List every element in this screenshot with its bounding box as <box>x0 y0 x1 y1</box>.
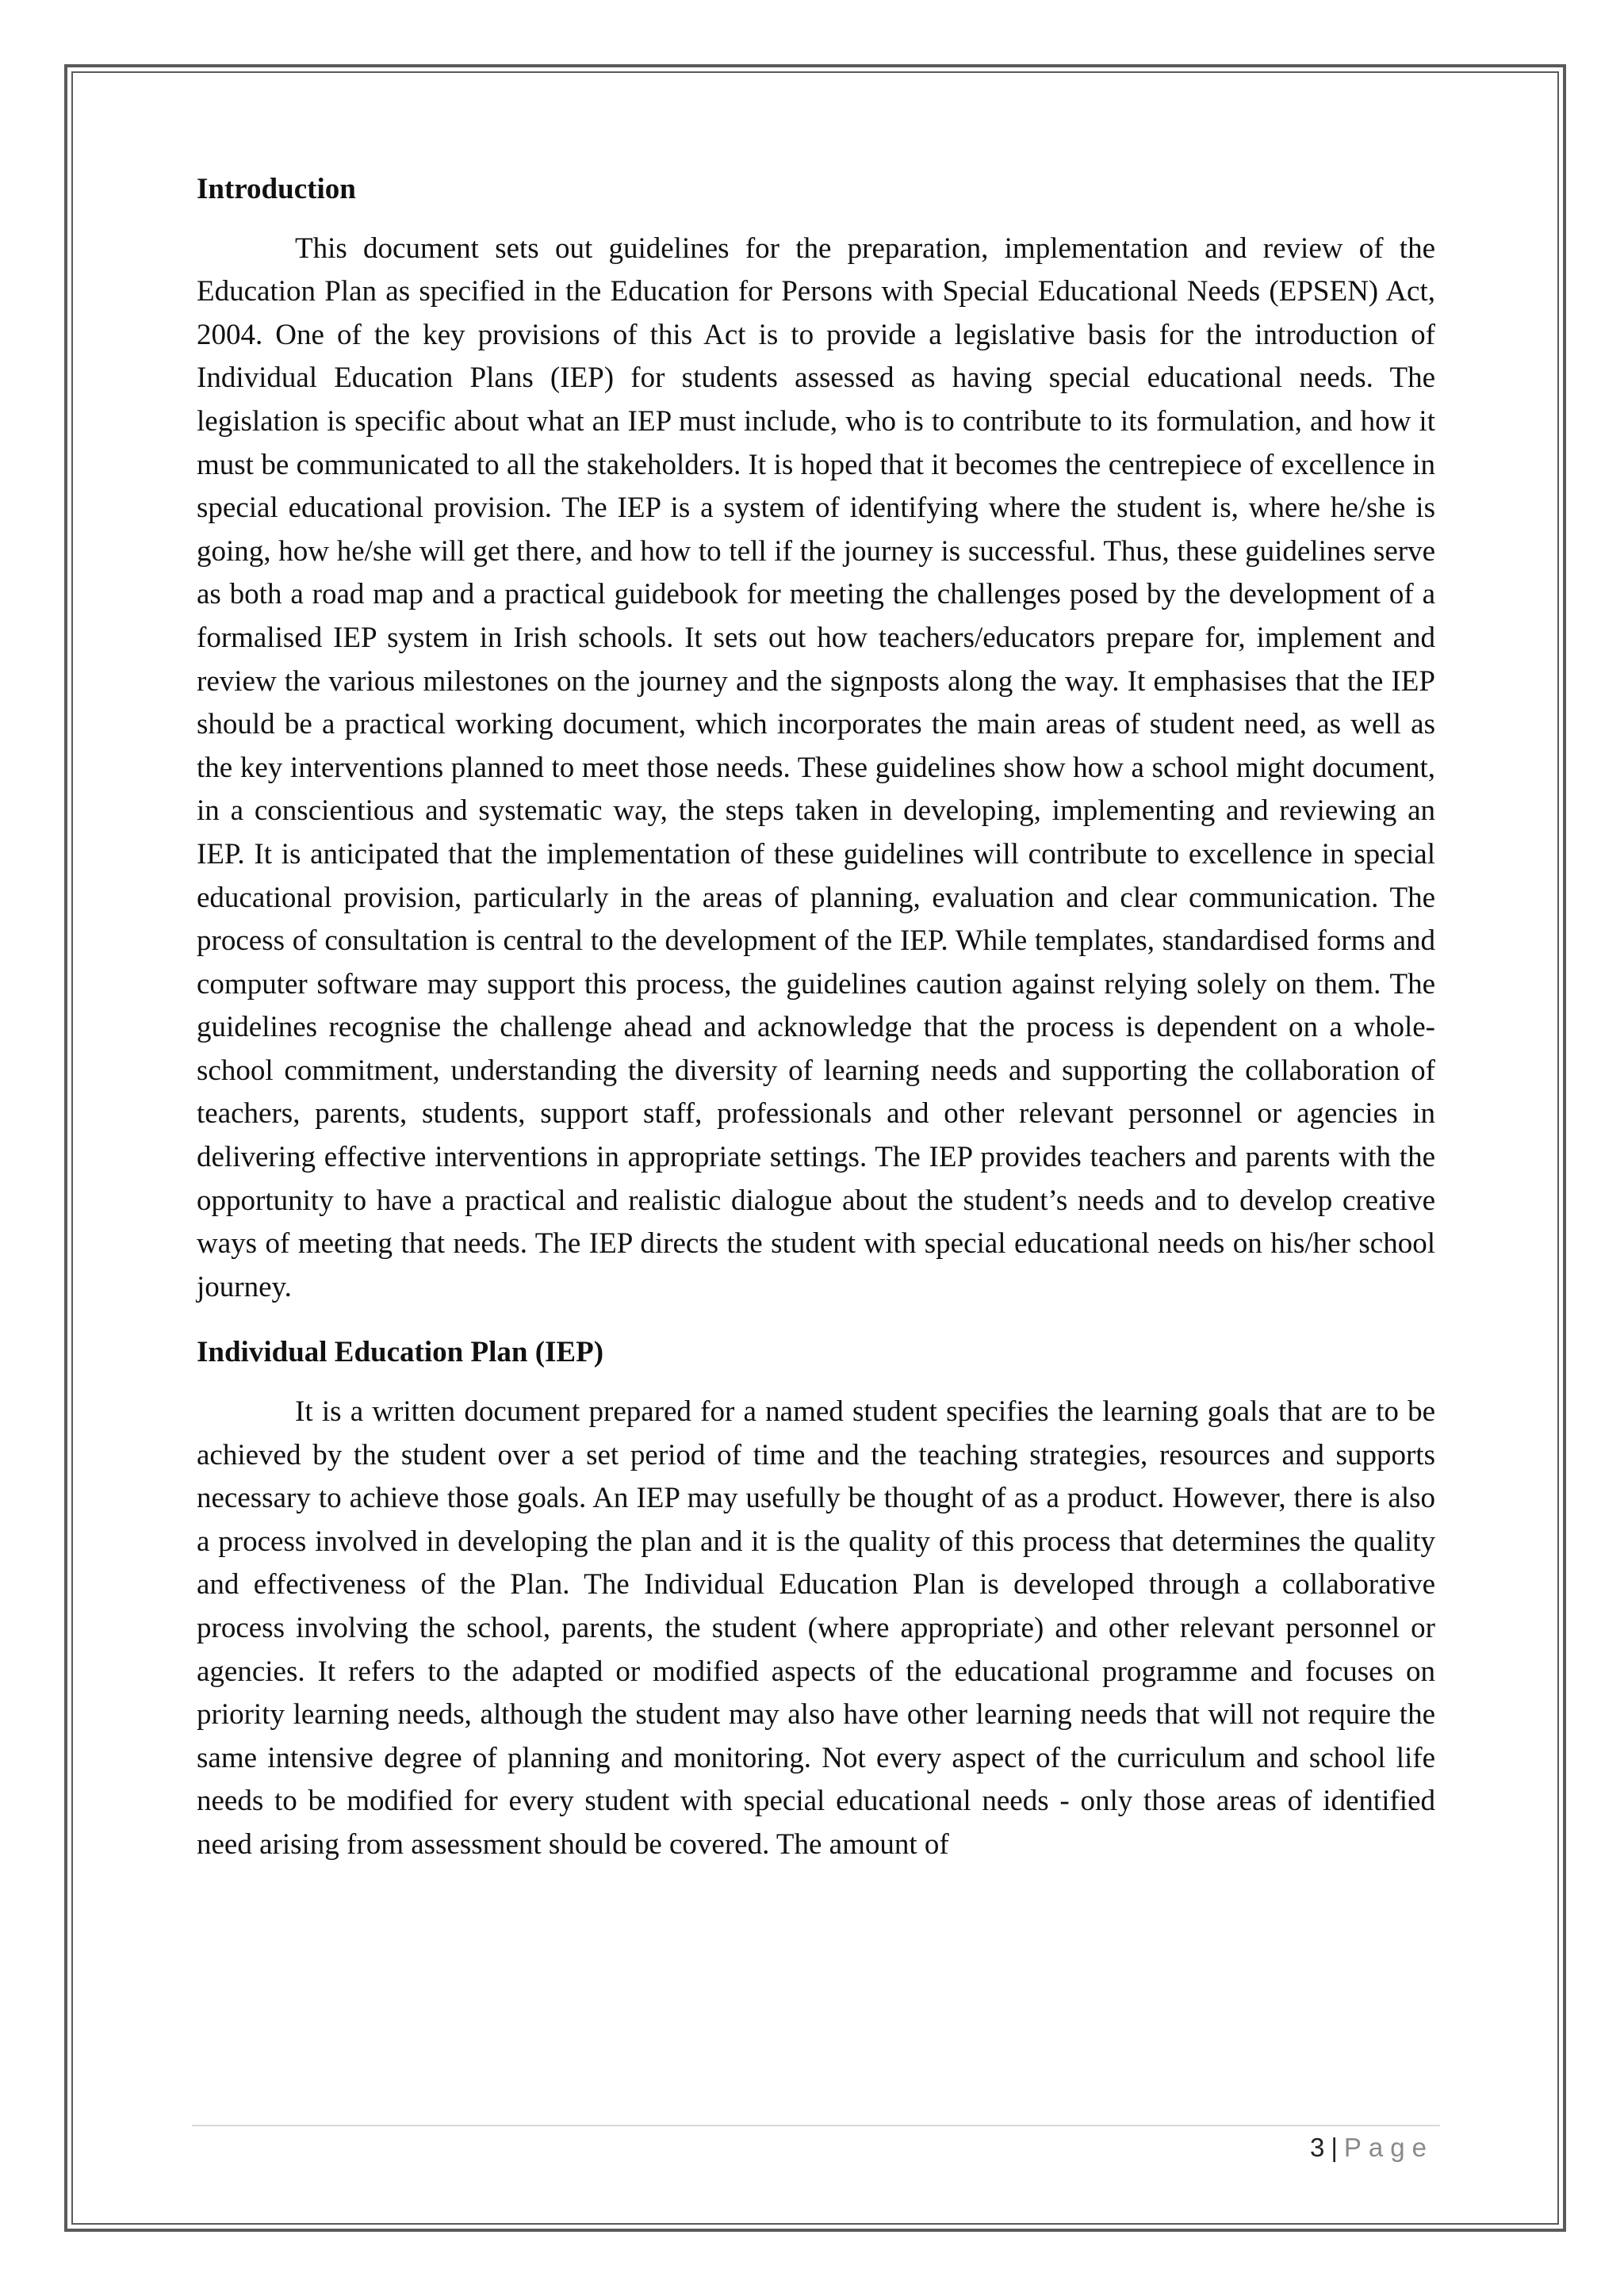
page-number: 3 <box>1309 2133 1325 2162</box>
page-footer <box>1310 2133 1434 2163</box>
iep-paragraph: It is a written document prepared for a named student specifies the learning goals that are to be achieved by the student over a set period of time and the teaching strategies, resources and supports necessary to achieve those goals. An IEP may usefully be thought of as a product. However, there is also a process involved in developing the plan and it is the quality of this process that determines the quality and effectiveness of the Plan. The Individual Education Plan is developed through a collaborative process involving the school, parents, the student (where appropriate) and other relevant personnel or agencies. It refers to the adapted or modified aspects of the educational programme and focuses on priority learning needs, although the student may also have other learning needs that will not require the same intensive degree of planning and monitoring. Not every aspect of the curriculum and school life needs to be modified for every student with special educational needs - only those areas of identified need arising from assessment should be covered. The amount of <box>197 1395 1435 1861</box>
page-label: Page <box>1343 2133 1434 2162</box>
section-heading-introduction: Introduction <box>197 173 356 205</box>
introduction-paragraph: This document sets out guidelines for the preparation, implementation and review of the Education Plan as specified in the Education for Persons with Special Educational Needs (EPSEN) Act, 2004. One of the key provisions of this Act is to provide a legislative basis for the introduction of Individual Education Plans (IEP) for students assessed as having special educational needs. The legislation is specific about what an IEP must include, who is to contribute to its formulation, and how it must be communicated to all the stakeholders. It is hoped that it becomes the centrepiece of excellence in special educational provision. The IEP is a system of identifying where the student is, where he/she is going, how he/she will get there, and how to tell if the journey is successful. Thus, these guidelines serve as both a road map and a practical guidebook for meeting the challenges posed by the development of a formalised IEP system in Irish schools. It sets out how teachers/educators prepare for, implement and review the various milestones on the journey and the signposts along the way. It emphasises that the IEP should be a practical working document, which incorporates the main areas of student need, as well as the key interventions planned to meet those needs. These guidelines show how a school might document, in a conscientious and systematic way, the steps taken in developing, implementing and reviewing an IEP. It is anticipated that the implementation of these guidelines will contribute to excellence in special educational provision, particularly in the areas of planning, evaluation and clear communication. The process of consultation is central to the development of the IEP. While templates, standardised forms and computer software may support this process, the guidelines caution against relying solely on them. The guidelines recognise the challenge ahead and acknowledge that the process is dependent on a whole-school commitment, understanding the diversity of learning needs and supporting the collaboration of teachers, parents, students, support staff, professionals and other relevant personnel or agencies in delivering effective interventions in appropriate settings. The IEP provides teachers and parents with the opportunity to have a practical and realistic dialogue about the student’s needs and to develop creative ways of meeting that needs. The IEP directs the student with special educational needs on his/her school journey. <box>197 232 1435 1303</box>
footer-separator: | <box>1331 2133 1338 2162</box>
document-body <box>197 168 1435 1867</box>
section-heading-iep: Individual Education Plan (IEP) <box>197 1336 604 1369</box>
footer-divider <box>192 2125 1440 2126</box>
